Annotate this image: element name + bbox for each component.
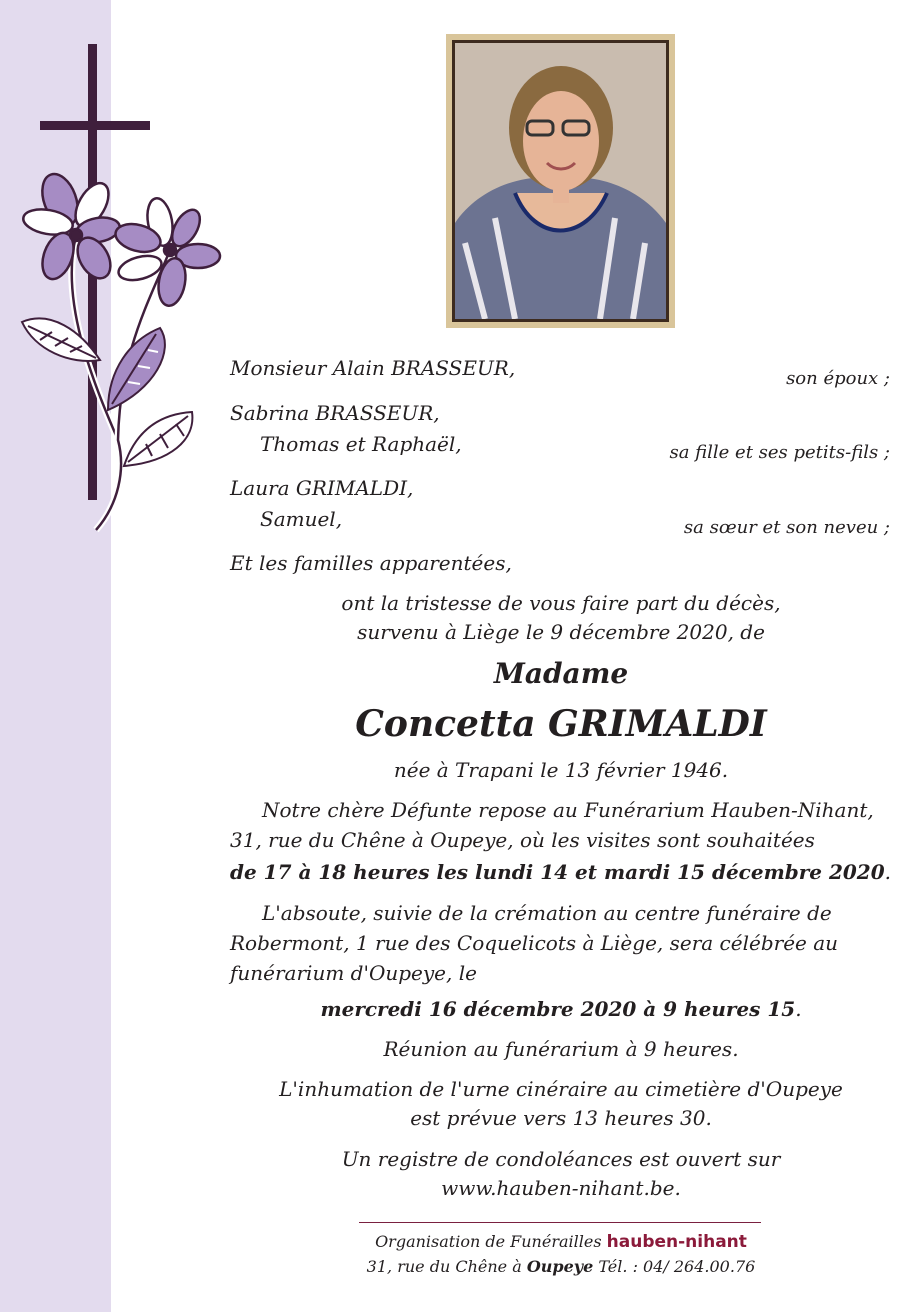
announcement-line-1: ont la tristesse de vous faire part du décès, [341, 591, 781, 615]
organisation-label: Organisation de Funérailles [375, 1232, 602, 1251]
visitation-hours-end: . [884, 860, 891, 884]
relatives-line: Et les familles apparentées, [230, 551, 512, 575]
violet-flower-icon [112, 196, 220, 308]
visitation-line-1: Notre chère Défunte repose au Funérarium Hauben-Nihant, [262, 798, 874, 822]
visitation-hours [230, 862, 891, 882]
footer-organisation [230, 1234, 892, 1251]
daughter-relation: sa fille et ses petits-fils ; [669, 442, 890, 463]
burial-line-2: est prévue vers 13 heures 30. [410, 1106, 712, 1130]
husband-relation: son époux ; [786, 368, 890, 389]
nephew-name: Samuel, [260, 507, 343, 531]
daughter-name: Sabrina BRASSEUR, [230, 401, 440, 425]
meeting-line: Réunion au funérarium à 9 heures. [383, 1037, 739, 1061]
address-start: 31, rue du Chêne à [366, 1257, 522, 1276]
sister-relation: sa sœur et son neveu ; [683, 517, 890, 538]
brand-logo: hauben-nihant [606, 1232, 747, 1252]
announcement-line-2: survenu à Liège le 9 décembre 2020, de [357, 620, 765, 644]
ceremony-line-2: Robermont, 1 rue des Coquelicots à Liège, sera célébrée au [230, 931, 839, 955]
grandchildren-names: Thomas et Raphaël, [260, 432, 462, 456]
ceremony-date-bold: mercredi 16 décembre 2020 à 9 heures 15 [320, 997, 796, 1021]
phone-number: Tél. : 04/ 264.00.76 [598, 1257, 756, 1276]
cross-flowers-decoration [0, 0, 230, 540]
deceased-title: Madame [493, 657, 629, 690]
ceremony-line-1: L'absoute, suivie de la crémation au centre funéraire de [262, 901, 832, 925]
portrait-photo [452, 40, 669, 322]
deceased-birth: née à Trapani le 13 février 1946. [393, 758, 729, 782]
portrait-frame [446, 34, 675, 328]
footer-address [230, 1259, 892, 1275]
address-town: Oupeye [526, 1257, 594, 1276]
sister-name: Laura GRIMALDI, [230, 476, 414, 500]
footer-divider [359, 1222, 761, 1223]
ceremony-date-end: . [795, 997, 802, 1021]
burial-line-1: L'inhumation de l'urne cinéraire au cimetière d'Oupeye [279, 1077, 843, 1101]
leaf-icon [124, 412, 192, 466]
visitation-hours-bold: de 17 à 18 heures les lundi 14 et mardi 15 décembre 2020 [230, 860, 885, 884]
ceremony-line-3: funérarium d'Oupeye, le [230, 961, 477, 985]
ceremony-date [230, 999, 892, 1019]
cross-horizontal-icon [40, 121, 150, 130]
husband-name: Monsieur Alain BRASSEUR, [230, 356, 516, 380]
condolences-url[interactable]: www.hauben-nihant.be. [441, 1176, 681, 1200]
visitation-line-2: 31, rue du Chêne à Oupeye, où les visites sont souhaitées [230, 828, 815, 852]
deceased-name: Concetta GRIMALDI [355, 703, 767, 745]
condolences-line-1: Un registre de condoléances est ouvert sur [341, 1147, 781, 1171]
